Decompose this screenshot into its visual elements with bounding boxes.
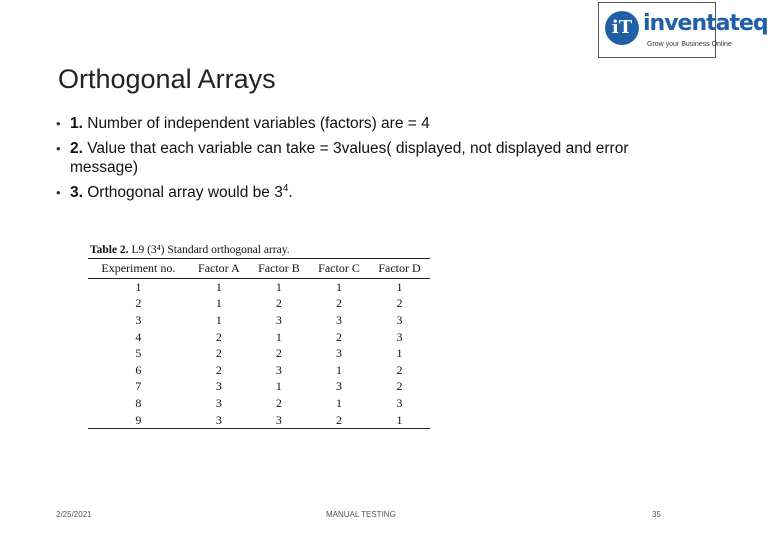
logo-icon-text: iT <box>611 17 633 38</box>
table-cell: 2 <box>215 329 222 344</box>
bullet-text: Orthogonal array would be 3 <box>82 184 283 201</box>
table-row <box>88 412 430 429</box>
bullet-text: Number of independent variables (factors) are = 4 <box>82 115 430 132</box>
footer-center-text: MANUAL TESTING <box>326 510 396 519</box>
bullet-number: 3. <box>70 184 83 201</box>
table-cell: 7 <box>135 379 142 394</box>
table-cell: 3 <box>215 395 222 410</box>
footer-date: 2/25/2021 <box>56 510 92 519</box>
table-cell: 1 <box>275 279 282 294</box>
bullet-item <box>56 114 696 133</box>
table-cell: 1 <box>336 395 342 410</box>
orthogonal-array-figure <box>88 243 432 429</box>
table-cell: 3 <box>215 379 222 394</box>
bullet-number: 2. <box>70 140 83 157</box>
table-cell: 2 <box>336 296 342 311</box>
bullet-exponent: 4 <box>282 182 289 194</box>
table-cell: 2 <box>336 329 342 344</box>
bullet-list <box>56 114 696 208</box>
table-cell: 8 <box>135 395 142 410</box>
table-cell: 1 <box>396 412 403 427</box>
table-row <box>88 329 430 346</box>
table-cell: 1 <box>215 279 222 294</box>
table-cell: 6 <box>135 362 142 377</box>
table-caption-label: Table 2. <box>90 244 129 256</box>
orthogonal-array-table <box>88 258 430 429</box>
table-cell: 3 <box>135 312 142 327</box>
table-cell: 2 <box>275 346 282 361</box>
table-row <box>88 312 430 329</box>
table-cell: 3 <box>396 329 403 344</box>
table-cell: 5 <box>135 346 142 361</box>
table-cell: 1 <box>336 362 342 377</box>
bullet-item <box>56 183 696 202</box>
table-cell: 3 <box>336 346 342 361</box>
table-cell: 2 <box>135 296 142 311</box>
table-cell: 3 <box>336 312 342 327</box>
bullet-tail: . <box>288 184 293 201</box>
company-logo <box>598 2 768 58</box>
logo-brand: inventateq <box>643 11 768 36</box>
table-cell: 1 <box>396 346 403 361</box>
table-cell: 1 <box>336 279 342 294</box>
table-cell: 1 <box>215 312 222 327</box>
table-cell: 4 <box>135 329 142 344</box>
table-cell: 2 <box>215 362 222 377</box>
table-cell: 1 <box>396 279 403 294</box>
table-cell: 3 <box>275 312 282 327</box>
table-cell: 3 <box>396 312 403 327</box>
table-row <box>88 379 430 396</box>
bullet-number: 1. <box>70 115 83 132</box>
table-cell: 2 <box>215 346 222 361</box>
table-cell: 1 <box>135 279 142 294</box>
table-cell: 2 <box>336 412 342 427</box>
table-body <box>88 279 430 429</box>
table-cell: 9 <box>135 412 142 427</box>
table-cell: 3 <box>215 412 222 427</box>
table-cell: 2 <box>396 362 403 377</box>
table-cell: 2 <box>275 395 282 410</box>
footer-page-number: 35 <box>652 510 661 519</box>
header-factor-d: Factor D <box>369 259 430 279</box>
table-row <box>88 279 430 296</box>
logo-tagline: Grow your Business Online <box>647 41 732 48</box>
table-cell: 1 <box>275 379 282 394</box>
table-cell: 2 <box>275 296 282 311</box>
table-caption <box>90 243 432 258</box>
table-caption-text: L9 (3⁴) Standard orthogonal array. <box>128 244 290 256</box>
table-cell: 3 <box>275 362 282 377</box>
table-cell: 3 <box>396 395 403 410</box>
table-cell: 2 <box>396 379 403 394</box>
header-factor-b: Factor B <box>249 259 309 279</box>
table-row <box>88 345 430 362</box>
slide-title: Orthogonal Arrays <box>58 64 276 94</box>
header-factor-c: Factor C <box>309 259 369 279</box>
table-header-row <box>88 259 430 279</box>
logo-icon <box>605 11 639 45</box>
header-factor-a: Factor A <box>189 259 249 279</box>
table-cell: 3 <box>336 379 342 394</box>
table-cell: 2 <box>396 296 403 311</box>
table-cell: 1 <box>215 296 222 311</box>
bullet-text: Value that each variable can take = 3values( displayed, not displayed and error message) <box>70 140 629 176</box>
table-cell: 3 <box>275 412 282 427</box>
header-experiment: Experiment no. <box>88 259 189 279</box>
table-cell: 1 <box>275 329 282 344</box>
bullet-item <box>56 139 696 177</box>
table-row <box>88 296 430 313</box>
table-row <box>88 395 430 412</box>
table-row <box>88 362 430 379</box>
